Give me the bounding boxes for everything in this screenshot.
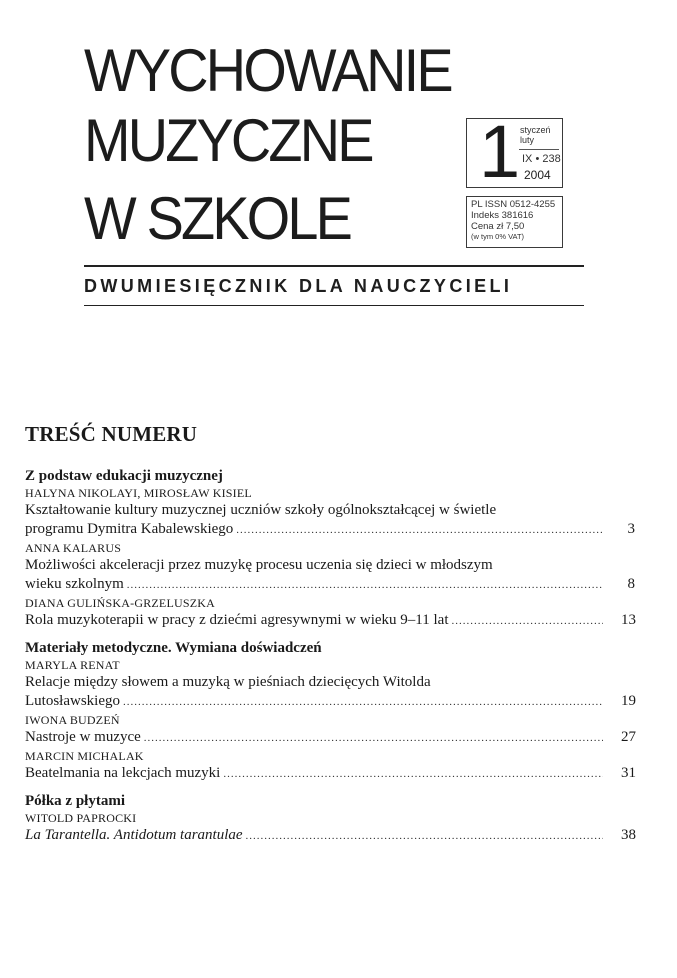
entry-author: MARYLA RENAT (25, 658, 120, 672)
toc-entry[interactable] (25, 540, 635, 595)
entry-title-line: programu Dymitra Kabalewskiego (25, 521, 234, 537)
entry-title-line: Rola muzykoterapii w pracy z dziećmi agresywnymi w wieku 9–11 lat (25, 612, 449, 628)
subtitle-rule-top (84, 265, 584, 267)
section-heading: Z podstaw edukacji muzycznej (25, 468, 223, 484)
dot-leader (144, 729, 603, 748)
issue-year: 2004 (524, 168, 551, 182)
toc-entry[interactable] (25, 712, 635, 748)
entry-title-line: Możliwości akceleracji przez muzykę procesu uczenia się dzieci w młodszym (25, 557, 493, 573)
magazine-subtitle: DWUMIESIĘCZNIK DLA NAUCZYCIELI (84, 276, 513, 296)
entry-page-number: 3 (627, 521, 635, 537)
entry-row (25, 520, 635, 540)
issue-months (520, 125, 551, 145)
toc-entry[interactable] (25, 748, 635, 784)
subtitle-rule-bottom (84, 305, 584, 306)
entry-row (25, 728, 635, 748)
issue-month: styczeń (520, 125, 551, 135)
index-number: Indeks 381616 (471, 210, 534, 221)
entry-title-line: Beatelmania na lekcjach muzyki (25, 765, 221, 781)
entry-page-number: 13 (621, 612, 636, 628)
toc-entry[interactable] (25, 657, 635, 712)
toc-section (25, 792, 635, 846)
section-heading: Materiały metodyczne. Wymiana doświadczeń (25, 640, 322, 656)
toc-heading: TREŚĆ NUMERU (25, 422, 198, 446)
entry-title-line: wieku szkolnym (25, 576, 124, 592)
magazine-title-line-2: MUZYCZNE (84, 107, 372, 174)
entry-title-line: Kształtowanie kultury muzycznej uczniów szkoły ogólnokształcącej w świetle (25, 502, 497, 518)
entry-row (25, 575, 635, 595)
entry-author: MARCIN MICHALAK (25, 749, 144, 763)
entry-row (25, 826, 635, 846)
entry-title-line: Lutosławskiego (25, 693, 120, 709)
entry-title-line: Nastroje w muzyce (25, 729, 141, 745)
section-heading: Półka z płytami (25, 793, 125, 809)
entry-author: DIANA GULIŃSKA-GRZELUSZKA (25, 596, 215, 610)
price: Cena zł 7,50 (471, 221, 525, 232)
toc-entry[interactable] (25, 595, 635, 631)
issue-box (466, 110, 563, 193)
toc-section (25, 467, 635, 631)
dot-leader (123, 693, 603, 712)
entry-author: WITOLD PAPROCKI (25, 811, 137, 825)
toc-section (25, 639, 635, 784)
entry-title-line: Relacje między słowem a muzyką w pieśniach dziecięcych Witolda (25, 674, 431, 690)
entry-page-number: 19 (621, 693, 636, 709)
entry-author: IWONA BUDZEŃ (25, 713, 120, 727)
dot-leader (127, 576, 603, 595)
vat-note: (w tym 0% VAT) (471, 232, 525, 241)
magazine-title-line-3: W SZKOLE (84, 185, 351, 252)
issn: PL ISSN 0512-4255 (471, 199, 556, 210)
toc-entry[interactable] (25, 485, 635, 540)
entry-page-number: 31 (621, 765, 636, 781)
issue-number: 1 (479, 110, 521, 193)
entry-page-number: 38 (621, 827, 636, 843)
entry-row (25, 692, 635, 712)
publication-info-box (466, 196, 563, 248)
entry-page-number: 27 (621, 729, 636, 745)
issue-month: luty (520, 135, 535, 145)
issue-volume: IX • 238 (522, 153, 561, 165)
entry-row (25, 764, 635, 784)
entry-row (25, 611, 635, 631)
entry-author: ANNA KALARUS (25, 541, 122, 555)
entry-page-number: 8 (627, 576, 635, 592)
issue-divider (519, 149, 559, 150)
dot-leader (236, 521, 603, 540)
toc-entry[interactable] (25, 810, 635, 846)
dot-leader (223, 765, 603, 784)
entry-author: HALYNA NIKOLAYI, MIROSŁAW KISIEL (25, 486, 252, 500)
dot-leader (452, 612, 604, 631)
dot-leader (246, 827, 603, 846)
table-of-contents (25, 467, 635, 846)
entry-title-line: La Tarantella. Antidotum tarantulae (25, 827, 243, 843)
magazine-title-line-1: WYCHOWANIE (84, 37, 451, 104)
